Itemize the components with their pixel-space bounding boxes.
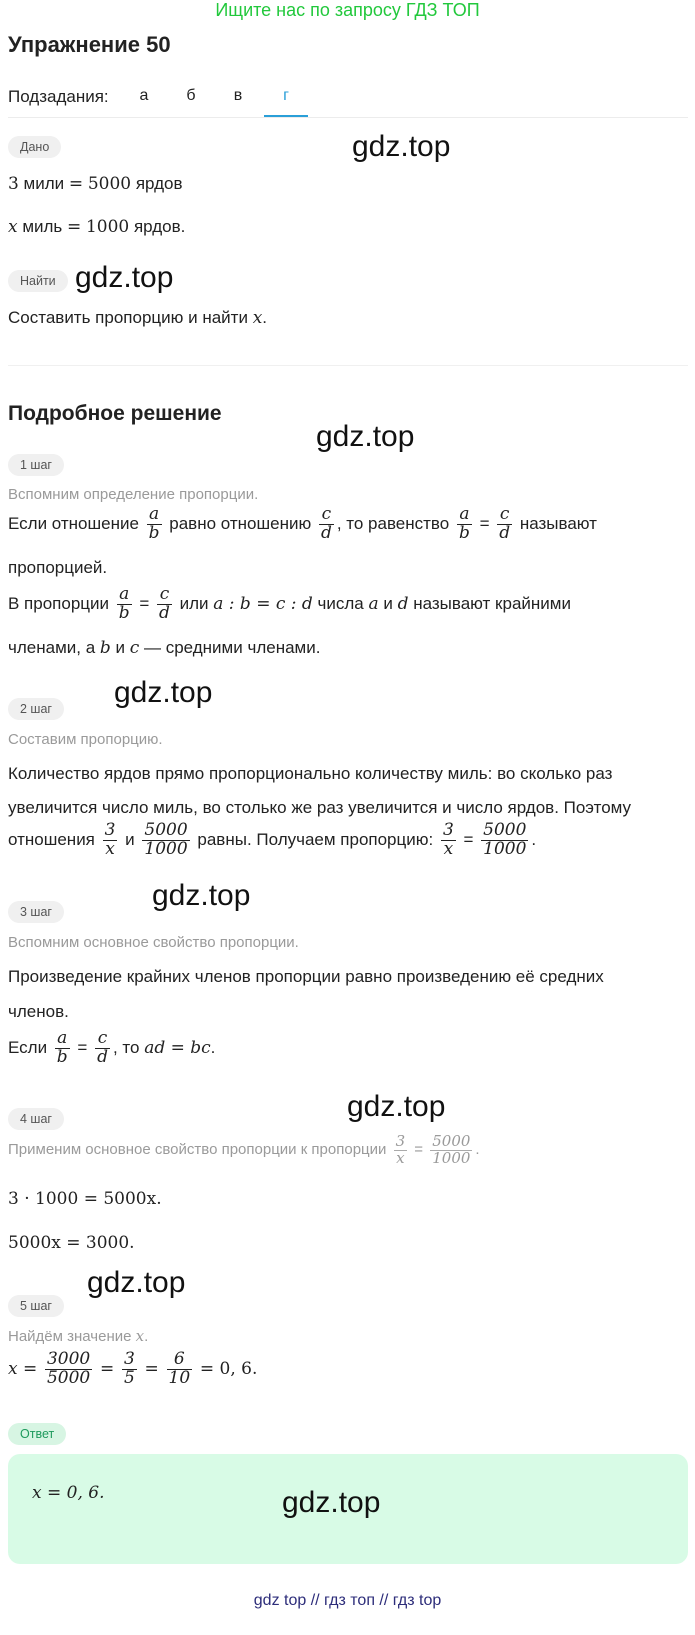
answer-value: x = 0, 6.: [32, 1483, 105, 1503]
step-5-hint: Найдём значение x.: [8, 1327, 149, 1345]
watermark: gdz.top: [75, 261, 174, 294]
tab-v[interactable]: в: [233, 87, 243, 104]
watermark: gdz.top: [347, 1090, 446, 1123]
watermark: gdz.top: [282, 1486, 381, 1519]
given-badge: Дано: [8, 136, 61, 158]
divider: [8, 365, 688, 366]
tab-a[interactable]: а: [139, 87, 149, 104]
step-1-line-4: членами, а b и c — средними членами.: [8, 638, 321, 658]
step-1-line-1: Если отношение $\frac{a}{b}$ равно отношению $\frac{c}{d}$ , то равенство $\frac{a}{b}$ = $\frac{c}{d}$ называют: [8, 504, 597, 543]
step-2-hint: Составим пропорцию.: [8, 731, 163, 748]
step-4-line-2: 5000x = 3000.: [8, 1233, 135, 1253]
watermark: gdz.top: [352, 130, 451, 163]
step-5-badge: 5 шаг: [8, 1295, 64, 1317]
step-3-line-1: Произведение крайних членов пропорции равно произведению её средних: [8, 967, 604, 986]
step-2-line-3: отношения $\frac{3}{x}$ и $\frac{5000}{1000}$ равны. Получаем пропорцию: $\frac{3}{x}$ = $\frac{5000}{1000}$ .: [8, 820, 537, 859]
step-4-badge: 4 шаг: [8, 1108, 64, 1130]
step-1-line-2: пропорцией.: [8, 558, 108, 577]
step-2-line-1: Количество ярдов прямо пропорционально количеству миль: во сколько раз: [8, 764, 613, 783]
footer-links[interactable]: gdz top // гдз топ // гдз top: [253, 1592, 442, 1609]
given-line-1: 3 мили = 5000 ярдов: [8, 174, 183, 194]
given-line-2: x миль = 1000 ярдов.: [8, 217, 186, 237]
step-3-badge: 3 шаг: [8, 901, 64, 923]
find-text: Составить пропорцию и найти x.: [8, 308, 268, 328]
step-1-line-3: В пропорции $\frac{a}{b}$ = $\frac{c}{d}$ или a : b = c : d числа a и d называют крайними: [8, 584, 571, 623]
solution-title: Подробное решение: [8, 402, 222, 425]
step-4-hint: Применим основное свойство пропорции к пропорции $\frac{3}{x}$ = $\frac{5000}{1000}$ .: [8, 1132, 480, 1167]
step-2-line-2: увеличится число миль, во столько же раз увеличится и число ярдов. Поэтому: [8, 798, 632, 817]
step-3-line-3: Если $\frac{a}{b}$ = $\frac{c}{d}$ , то ad = bc.: [8, 1028, 216, 1067]
watermark: gdz.top: [87, 1266, 186, 1299]
answer-badge: Ответ: [8, 1423, 66, 1445]
subtasks-tabs: [8, 85, 688, 118]
step-1-hint: Вспомним определение пропорции.: [8, 486, 259, 503]
top-banner[interactable]: Ищите нас по запросу ГДЗ ТОП: [215, 0, 480, 20]
subtasks-label: Подзадания:: [8, 87, 109, 106]
step-3-line-2: членов.: [8, 1002, 69, 1021]
step-4-line-1: 3 · 1000 = 5000x.: [8, 1189, 162, 1209]
step-1-badge: 1 шаг: [8, 454, 64, 476]
step-5-equation: x = $\frac{3000}{5000}$ = $\frac{3}{5}$ = $\frac{6}{10}$ = 0, 6.: [8, 1349, 258, 1388]
step-2-badge: 2 шаг: [8, 698, 64, 720]
page-title: Упражнение 50: [8, 32, 171, 57]
watermark: gdz.top: [114, 676, 213, 709]
tab-b[interactable]: б: [186, 87, 196, 104]
find-badge: Найти: [8, 270, 68, 292]
watermark: gdz.top: [152, 879, 251, 912]
tab-g[interactable]: г: [264, 85, 308, 117]
step-3-hint: Вспомним основное свойство пропорции.: [8, 934, 299, 951]
watermark: gdz.top: [316, 420, 415, 453]
